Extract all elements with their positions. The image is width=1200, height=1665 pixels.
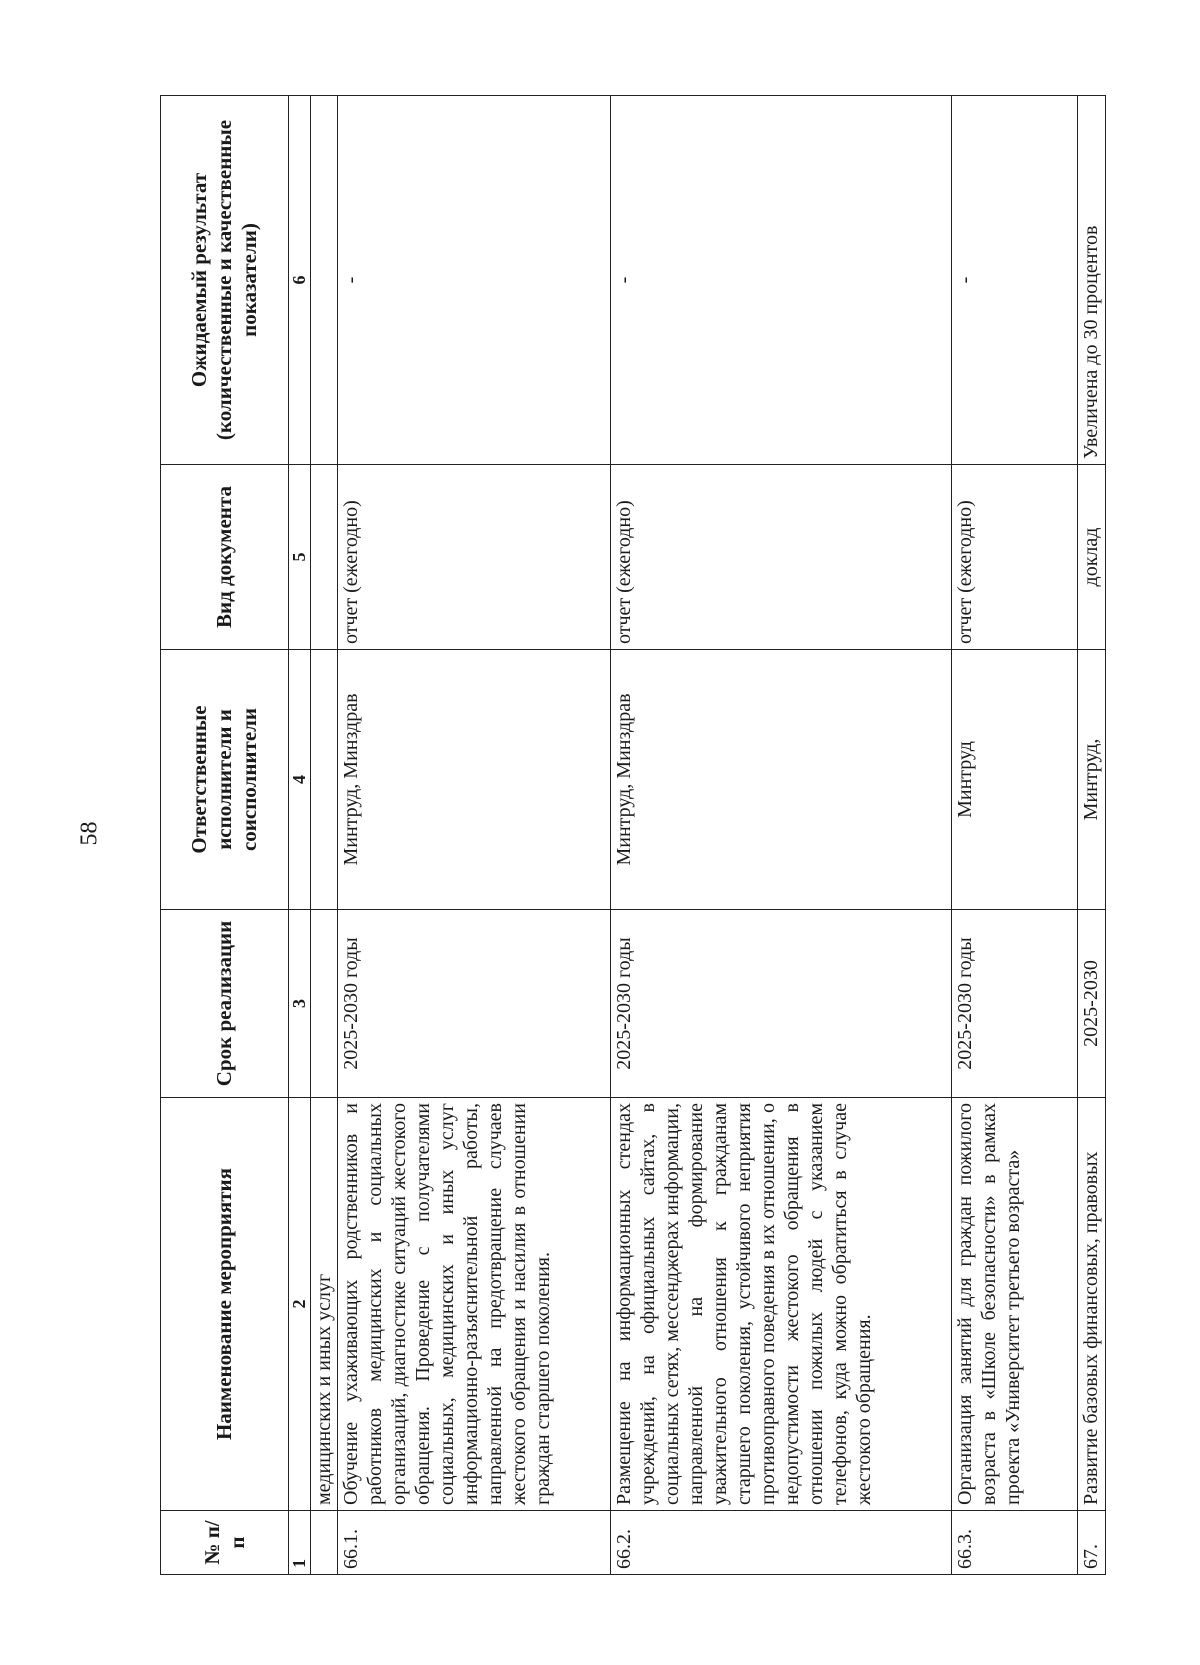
rotated-table-area [160,96,1106,1575]
row-name: Размещение на информационных стендах учреждений, на официальных сайтах, в социальных сетях, мессенджерах информации, направленной на формирование уважительного отношения к гражданам старшего поколения, устойчивого неприятия противоправного поведения в их отношении, о недопустимости жестокого обращения в отношении пожилых людей с указанием телефонов, куда можно обратиться в случае жестокого обращения. [611,1098,952,1511]
column-number-row [289,96,310,1575]
row-name: Организация занятий для граждан пожилого возраста в «Школе безопасности» в рамках проекта «Университет третьего возраста» [952,1098,1077,1511]
row-result: - [338,96,611,465]
column-number: 6 [289,96,310,465]
row-result: - [611,96,952,465]
header-num: № п/п [161,1511,289,1575]
header-period: Срок реализации [161,910,289,1098]
row-num: 66.3. [952,1511,1077,1575]
section-continuation: медицинских и иных услуг [310,1098,337,1511]
row-responsible: Минтруд, [1077,650,1105,910]
table-row [611,96,952,1575]
column-number: 4 [289,650,310,910]
header-doc-type: Вид документа [161,465,289,650]
column-number: 5 [289,465,310,650]
row-num: 66.2. [611,1511,952,1575]
row-responsible: Минтруд [952,650,1077,910]
header-responsible: Ответственные исполнители и соисполнители [161,650,289,910]
row-doc-type: доклад [1077,465,1105,650]
table-rotator [160,96,1106,1575]
column-number: 3 [289,910,310,1098]
table-row [952,96,1077,1575]
column-number: 1 [289,1511,310,1575]
row-name: Обучение ухаживающих родственников и работников медицинских и социальных организаций, диагностике ситуаций жестокого обращения. Проведение с получателями социальных, медицинских и иных услуг информационно-разъяснительной работы, направленной на предотвращение случаев жестокого обращения и насилия в отношении граждан старшего поколения. [338,1098,611,1511]
row-num: 67. [1077,1511,1105,1575]
row-name: Развитие базовых финансовых, правовых [1077,1098,1105,1511]
table-row [1077,96,1105,1575]
row-result: - [952,96,1077,465]
row-responsible: Минтруд, Минздрав [338,650,611,910]
row-period: 2025-2030 годы [338,910,611,1098]
row-result: Увеличена до 30 процентов [1077,96,1105,465]
page-number: 58 [76,821,103,846]
row-period: 2025-2030 годы [952,910,1077,1098]
plan-table [160,95,1106,1575]
column-number: 2 [289,1098,310,1511]
row-doc-type: отчет (ежегодно) [611,465,952,650]
table-row [338,96,611,1575]
row-doc-type: отчет (ежегодно) [338,465,611,650]
row-responsible: Минтруд, Минздрав [611,650,952,910]
header-row [161,96,289,1575]
row-num: 66.1. [338,1511,611,1575]
row-doc-type: отчет (ежегодно) [952,465,1077,650]
section-continuation-row [310,96,337,1575]
row-period: 2025-2030 [1077,910,1105,1098]
header-result: Ожидаемый результат (количественные и качественные показатели) [161,96,289,465]
row-period: 2025-2030 годы [611,910,952,1098]
header-name: Наименование мероприятия [161,1098,289,1511]
